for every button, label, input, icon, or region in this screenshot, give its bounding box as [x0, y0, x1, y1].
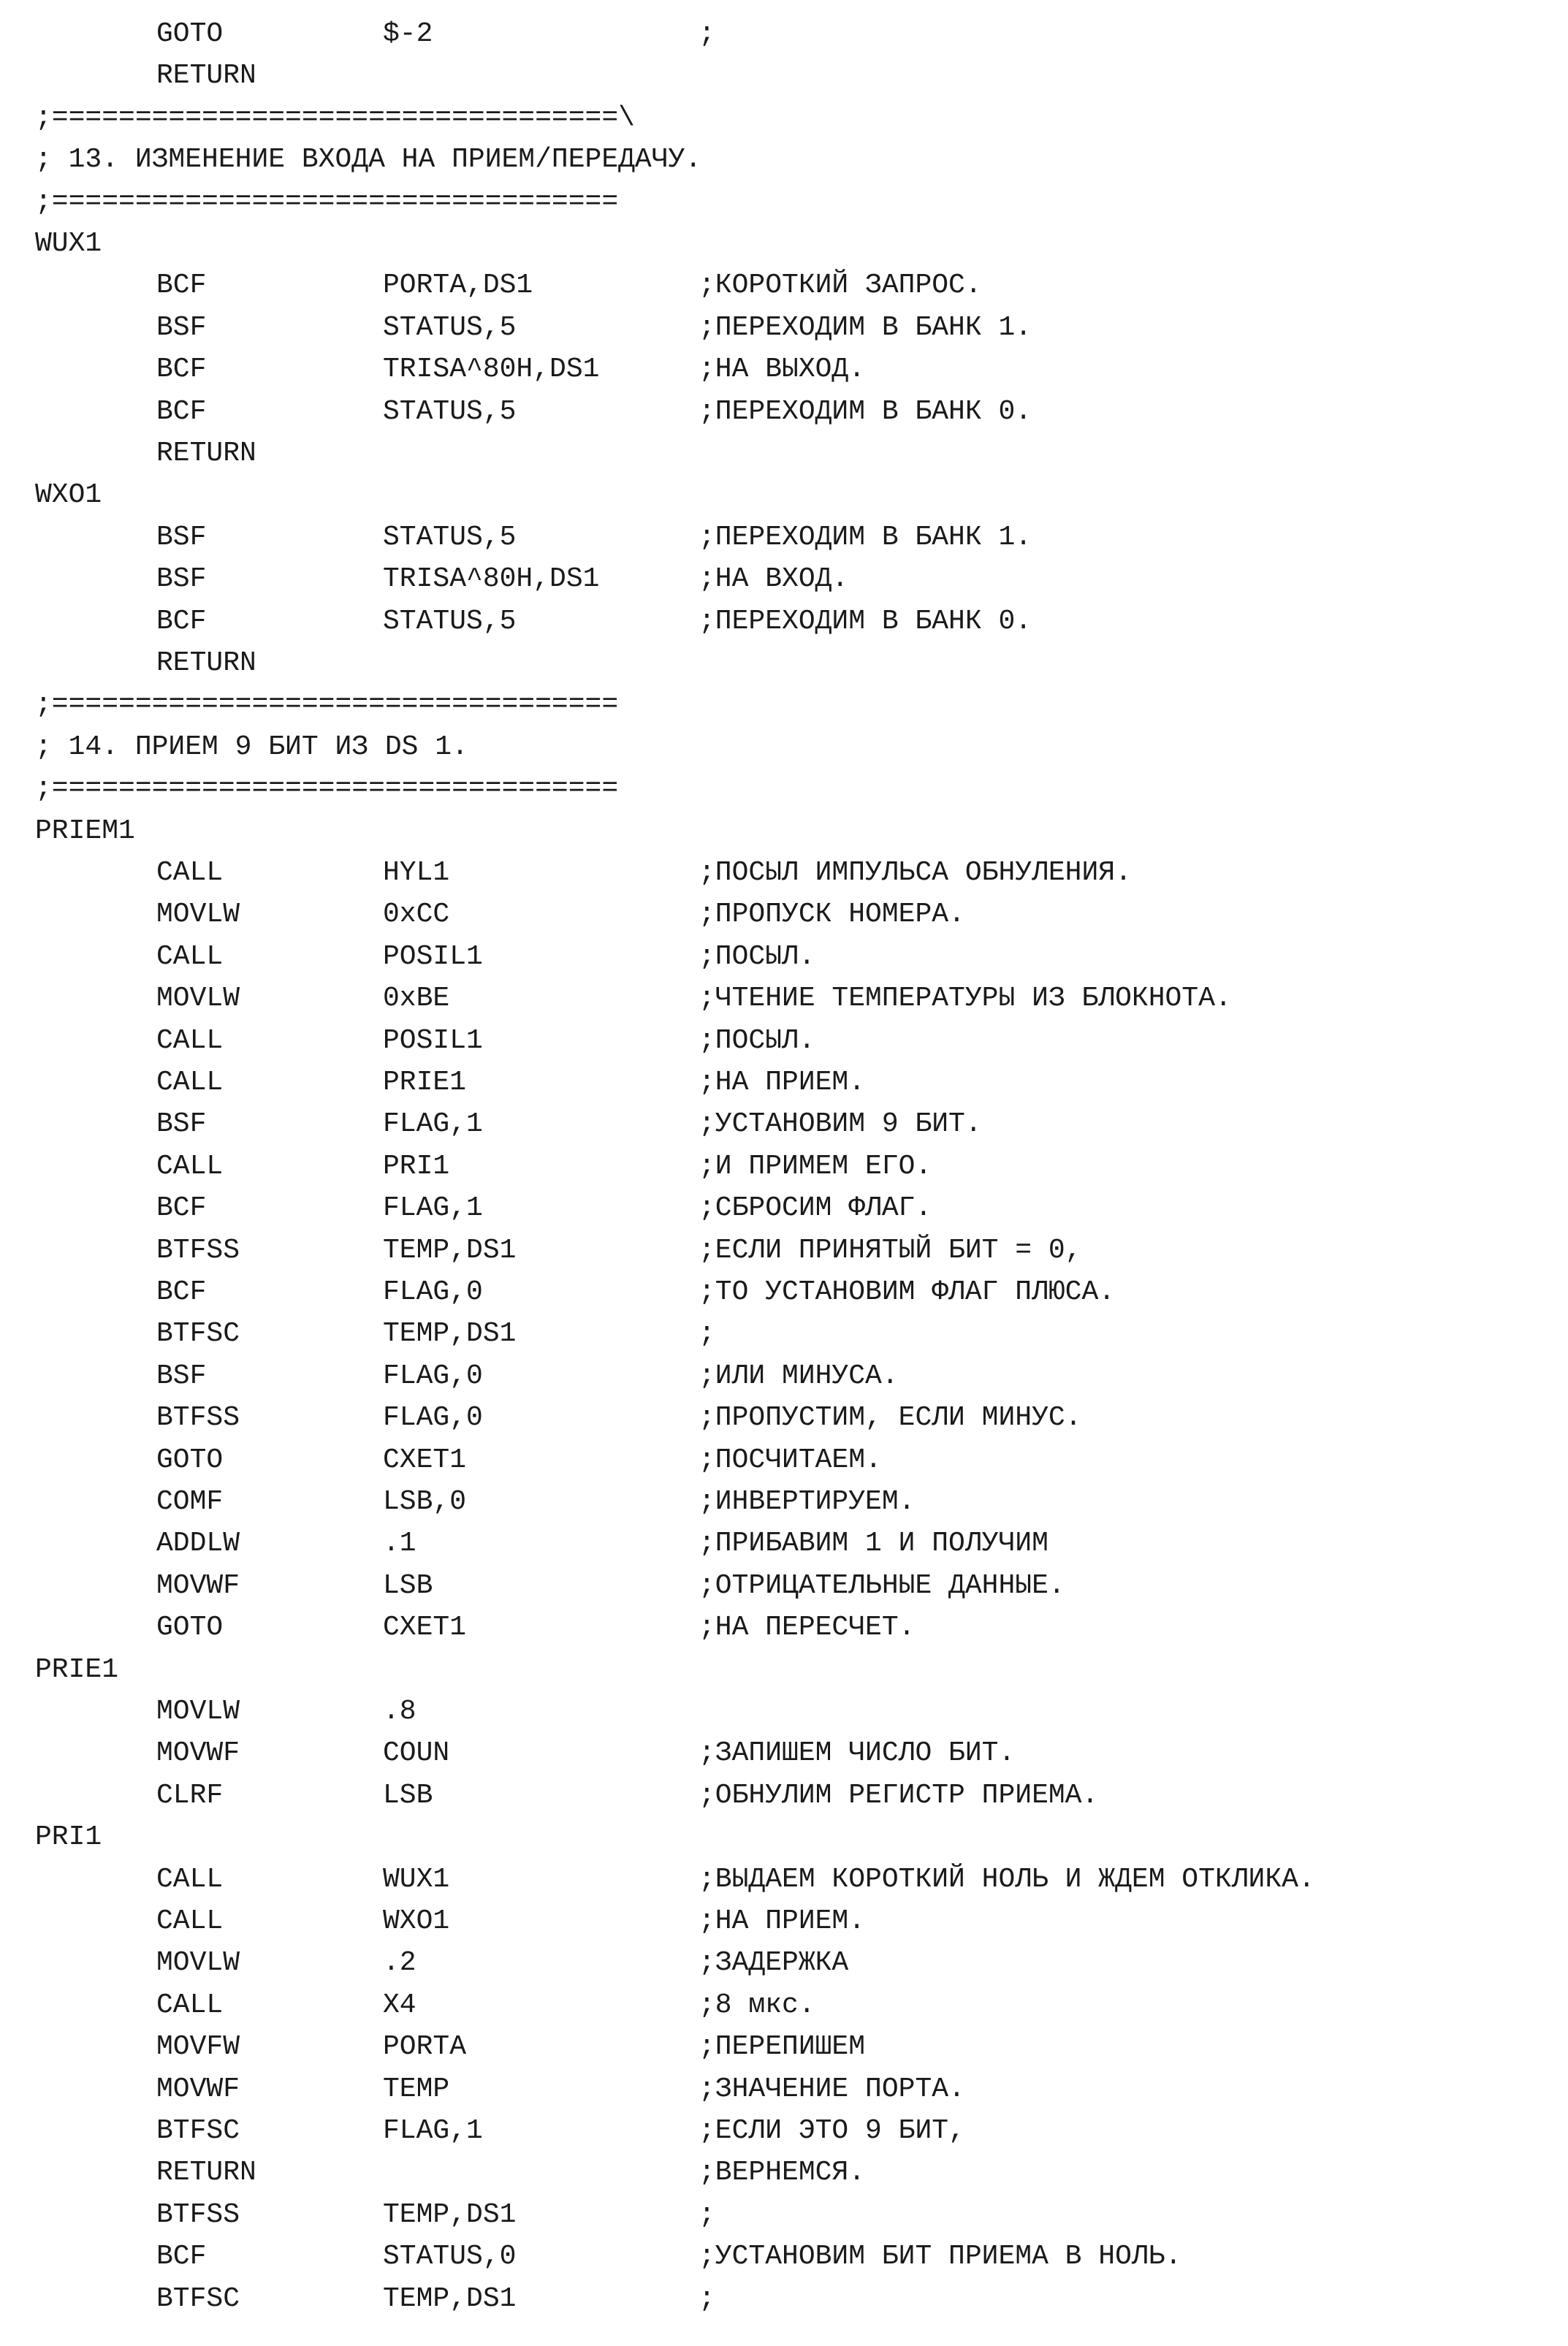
- code-line: [0, 13, 1568, 56]
- code-line: [0, 2026, 1568, 2068]
- opcode: MOVLW: [156, 1696, 240, 1727]
- opcode: BTFSS: [156, 1402, 240, 1434]
- label-text: WUX1: [35, 228, 102, 259]
- operand: $-2: [383, 18, 433, 50]
- routine-label: [0, 810, 1568, 853]
- opcode: BCF: [156, 605, 207, 637]
- opcode: BCF: [156, 395, 207, 427]
- comment: ;ЧТЕНИЕ ТЕМПЕРАТУРЫ ИЗ БЛОКНОТА.: [699, 983, 1232, 1015]
- code-line: [0, 936, 1568, 978]
- operand: .8: [383, 1696, 416, 1727]
- opcode: CALL: [156, 1150, 224, 1182]
- code-line: [0, 2152, 1568, 2194]
- code-line: [0, 1146, 1568, 1188]
- operand: FLAG,0: [383, 1402, 483, 1434]
- code-line: [0, 1355, 1568, 1398]
- opcode: GOTO: [156, 1612, 224, 1644]
- opcode: BCF: [156, 354, 207, 386]
- opcode: CALL: [156, 1989, 224, 2021]
- code-line: [0, 558, 1568, 601]
- opcode: CALL: [156, 1067, 224, 1098]
- opcode: MOVWF: [156, 1737, 240, 1770]
- opcode: BSF: [156, 521, 207, 553]
- heading-text: ; 14. ПРИЕМ 9 БИТ ИЗ DS 1.: [35, 731, 468, 763]
- operand: .2: [383, 1947, 416, 1979]
- code-line: [0, 894, 1568, 936]
- comment: ;ПРОПУСК НОМЕРА.: [699, 899, 965, 931]
- code-line: [0, 1565, 1568, 1607]
- operand: TEMP,DS1: [383, 2198, 517, 2231]
- separator-line: [0, 768, 1568, 810]
- opcode: CALL: [156, 1905, 224, 1937]
- operand: STATUS,5: [383, 605, 517, 637]
- comment: ;: [699, 2198, 715, 2231]
- separator-text: ;==================================: [35, 186, 619, 218]
- comment: ;: [699, 1318, 715, 1350]
- operand: WXO1: [383, 1905, 450, 1937]
- opcode: MOVFW: [156, 2031, 240, 2063]
- separator-text: ;==================================\: [35, 102, 635, 134]
- separator-line: [0, 684, 1568, 726]
- comment: ;ИНВЕРТИРУЕМ.: [699, 1486, 916, 1517]
- operand: POSIL1: [383, 1024, 483, 1056]
- operand: FLAG,0: [383, 1360, 483, 1392]
- opcode: BTFSC: [156, 1318, 240, 1350]
- comment: ;ИЛИ МИНУСА.: [699, 1360, 899, 1392]
- opcode: MOVWF: [156, 1569, 240, 1602]
- comment: ;ВЫДАЕМ КОРОТКИЙ НОЛЬ И ЖДЕМ ОТКЛИКА.: [699, 1863, 1315, 1895]
- comment: ;ПЕРЕПИШЕМ: [699, 2031, 866, 2063]
- comment: ;ПЕРЕХОДИМ В БАНК 0.: [699, 395, 1032, 427]
- comment: ;: [699, 18, 715, 50]
- code-line: [0, 1984, 1568, 2027]
- code-line: [0, 978, 1568, 1020]
- operand: STATUS,5: [383, 521, 517, 553]
- operand: TEMP,DS1: [383, 1318, 517, 1350]
- opcode: MOVLW: [156, 1947, 240, 1979]
- label-text: PRIEM1: [35, 815, 135, 847]
- separator-line: [0, 181, 1568, 224]
- opcode: RETURN: [156, 2157, 256, 2189]
- opcode: GOTO: [156, 18, 224, 50]
- comment: ;ЗАПИШЕМ ЧИСЛО БИТ.: [699, 1737, 1016, 1770]
- code-line: [0, 1859, 1568, 1901]
- operand: TRISA^80H,DS1: [383, 354, 600, 386]
- comment: ;ПЕРЕХОДИМ В БАНК 1.: [699, 521, 1032, 553]
- code-line: [0, 1691, 1568, 1733]
- comment: ;НА ПРИЕМ.: [699, 1905, 866, 1937]
- opcode: CALL: [156, 857, 224, 888]
- opcode: BCF: [156, 270, 207, 302]
- comment: ;ЗАДЕРЖКА: [699, 1947, 849, 1979]
- code-line: [0, 642, 1568, 685]
- code-line: [0, 1020, 1568, 1062]
- operand: STATUS,5: [383, 311, 517, 343]
- opcode: CALL: [156, 1863, 224, 1895]
- opcode: MOVLW: [156, 983, 240, 1015]
- heading-text: ; 13. ИЗМЕНЕНИЕ ВХОДА НА ПРИЕМ/ПЕРЕДАЧУ.: [35, 144, 702, 176]
- comment: ;КОРОТКИЙ ЗАПРОС.: [699, 270, 982, 302]
- opcode: CALL: [156, 1024, 224, 1056]
- routine-label: [0, 1816, 1568, 1859]
- comment: ;ЕСЛИ ПРИНЯТЫЙ БИТ = 0,: [699, 1234, 1082, 1266]
- opcode: BTFSC: [156, 2282, 240, 2315]
- code-line: [0, 1775, 1568, 1817]
- opcode: BCF: [156, 2241, 207, 2273]
- routine-label: [0, 223, 1568, 265]
- code-line: [0, 1481, 1568, 1523]
- code-line: [0, 1062, 1568, 1104]
- operand: FLAG,0: [383, 1276, 483, 1308]
- opcode: BSF: [156, 1360, 207, 1392]
- operand: LSB,0: [383, 1486, 467, 1517]
- code-line: [0, 2194, 1568, 2236]
- code-line: [0, 852, 1568, 894]
- comment: ;ТО УСТАНОВИМ ФЛАГ ПЛЮСА.: [699, 1276, 1116, 1308]
- comment: ;СБРОСИМ ФЛАГ.: [699, 1192, 932, 1225]
- code-line: [0, 1607, 1568, 1649]
- comment: ;НА ПРИЕМ.: [699, 1067, 866, 1098]
- opcode: ADDLW: [156, 1528, 240, 1560]
- operand: HYL1: [383, 857, 450, 888]
- opcode: RETURN: [156, 647, 256, 679]
- code-line: [0, 1523, 1568, 1565]
- comment: ;ПОСЫЛ ИМПУЛЬСА ОБНУЛЕНИЯ.: [699, 857, 1132, 888]
- operand: TEMP,DS1: [383, 2282, 517, 2315]
- opcode: MOVLW: [156, 899, 240, 931]
- operand: FLAG,1: [383, 1108, 483, 1140]
- routine-label: [0, 474, 1568, 517]
- opcode: BSF: [156, 1108, 207, 1140]
- code-line: [0, 2110, 1568, 2152]
- operand: STATUS,0: [383, 2241, 517, 2273]
- opcode: BCF: [156, 1192, 207, 1225]
- code-line: [0, 1942, 1568, 1984]
- operand: POSIL1: [383, 940, 483, 972]
- opcode: BTFSS: [156, 2198, 240, 2231]
- comment: ;ПРИБАВИМ 1 И ПОЛУЧИМ: [699, 1528, 1048, 1560]
- comment: ;ЕСЛИ ЭТО 9 БИТ,: [699, 2115, 965, 2147]
- code-line: [0, 1230, 1568, 1272]
- opcode: RETURN: [156, 438, 256, 469]
- code-line: [0, 433, 1568, 475]
- section-heading: [0, 139, 1568, 181]
- operand: FLAG,1: [383, 2115, 483, 2147]
- code-line: [0, 391, 1568, 433]
- operand: TEMP: [383, 2073, 450, 2105]
- opcode: CALL: [156, 940, 224, 972]
- section-heading: [0, 726, 1568, 769]
- code-line: [0, 264, 1568, 307]
- code-line: [0, 2068, 1568, 2111]
- label-text: WXO1: [35, 479, 102, 511]
- comment: ;ВЕРНЕМСЯ.: [699, 2157, 866, 2189]
- code-line: [0, 55, 1568, 97]
- opcode: BSF: [156, 311, 207, 343]
- code-line: [0, 1187, 1568, 1230]
- operand: PORTA: [383, 2031, 467, 2063]
- code-line: [0, 1900, 1568, 1943]
- routine-label: [0, 1649, 1568, 1691]
- opcode: COMF: [156, 1486, 224, 1517]
- opcode: BCF: [156, 1276, 207, 1308]
- operand: TRISA^80H,DS1: [383, 563, 600, 595]
- comment: ;ПРОПУСТИМ, ЕСЛИ МИНУС.: [699, 1402, 1082, 1434]
- operand: CXET1: [383, 1444, 467, 1476]
- operand: COUN: [383, 1737, 450, 1770]
- comment: ;8 мкс.: [699, 1989, 815, 2021]
- operand: 0xBE: [383, 983, 450, 1015]
- comment: ;ЗНАЧЕНИЕ ПОРТА.: [699, 2073, 965, 2105]
- comment: ;ПОСЫЛ.: [699, 1024, 815, 1056]
- operand: .1: [383, 1528, 416, 1560]
- opcode: BTFSS: [156, 1234, 240, 1266]
- comment: ;ПОСЧИТАЕМ.: [699, 1444, 882, 1476]
- code-line: [0, 2278, 1568, 2320]
- opcode: RETURN: [156, 60, 256, 92]
- comment: ;НА ВЫХОД.: [699, 354, 866, 386]
- operand: 0xCC: [383, 899, 450, 931]
- comment: ;ПОСЫЛ.: [699, 940, 815, 972]
- code-line: [0, 1103, 1568, 1146]
- operand: STATUS,5: [383, 395, 517, 427]
- operand: TEMP,DS1: [383, 1234, 517, 1266]
- code-line: [0, 349, 1568, 391]
- operand: LSB: [383, 1779, 433, 1811]
- comment: ;ОТРИЦАТЕЛЬНЫЕ ДАННЫЕ.: [699, 1569, 1065, 1602]
- code-line: [0, 1313, 1568, 1355]
- separator-line: [0, 97, 1568, 140]
- comment: ;НА ВХОД.: [699, 563, 849, 595]
- separator-text: ;==================================: [35, 689, 619, 721]
- opcode: BTFSC: [156, 2115, 240, 2147]
- comment: ;ОБНУЛИМ РЕГИСТР ПРИЕМА.: [699, 1779, 1099, 1811]
- code-line: [0, 2236, 1568, 2278]
- operand: PRIE1: [383, 1067, 467, 1098]
- opcode: CLRF: [156, 1779, 224, 1811]
- comment: ;УСТАНОВИМ 9 БИТ.: [699, 1108, 982, 1140]
- code-line: [0, 1271, 1568, 1314]
- comment: ;ПЕРЕХОДИМ В БАНК 1.: [699, 311, 1032, 343]
- comment: ;НА ПЕРЕСЧЕТ.: [699, 1612, 916, 1644]
- operand: CXET1: [383, 1612, 467, 1644]
- opcode: MOVWF: [156, 2073, 240, 2105]
- code-line: [0, 517, 1568, 559]
- label-text: PRIE1: [35, 1653, 119, 1686]
- separator-text: ;==================================: [35, 773, 619, 805]
- operand: LSB: [383, 1569, 433, 1602]
- comment: ;: [699, 2282, 715, 2315]
- comment: ;УСТАНОВИМ БИТ ПРИЕМА В НОЛЬ.: [699, 2241, 1182, 2273]
- code-line: [0, 601, 1568, 643]
- operand: WUX1: [383, 1863, 450, 1895]
- operand: PORTA,DS1: [383, 270, 533, 302]
- code-line: [0, 1397, 1568, 1439]
- comment: ;ПЕРЕХОДИМ В БАНК 0.: [699, 605, 1032, 637]
- code-line: [0, 307, 1568, 349]
- opcode: GOTO: [156, 1444, 224, 1476]
- opcode: BSF: [156, 563, 207, 595]
- operand: PRI1: [383, 1150, 450, 1182]
- label-text: PRI1: [35, 1821, 102, 1854]
- comment: ;И ПРИМЕМ ЕГО.: [699, 1150, 932, 1182]
- code-line: [0, 1439, 1568, 1482]
- operand: FLAG,1: [383, 1192, 483, 1225]
- code-line: [0, 1732, 1568, 1775]
- operand: X4: [383, 1989, 416, 2021]
